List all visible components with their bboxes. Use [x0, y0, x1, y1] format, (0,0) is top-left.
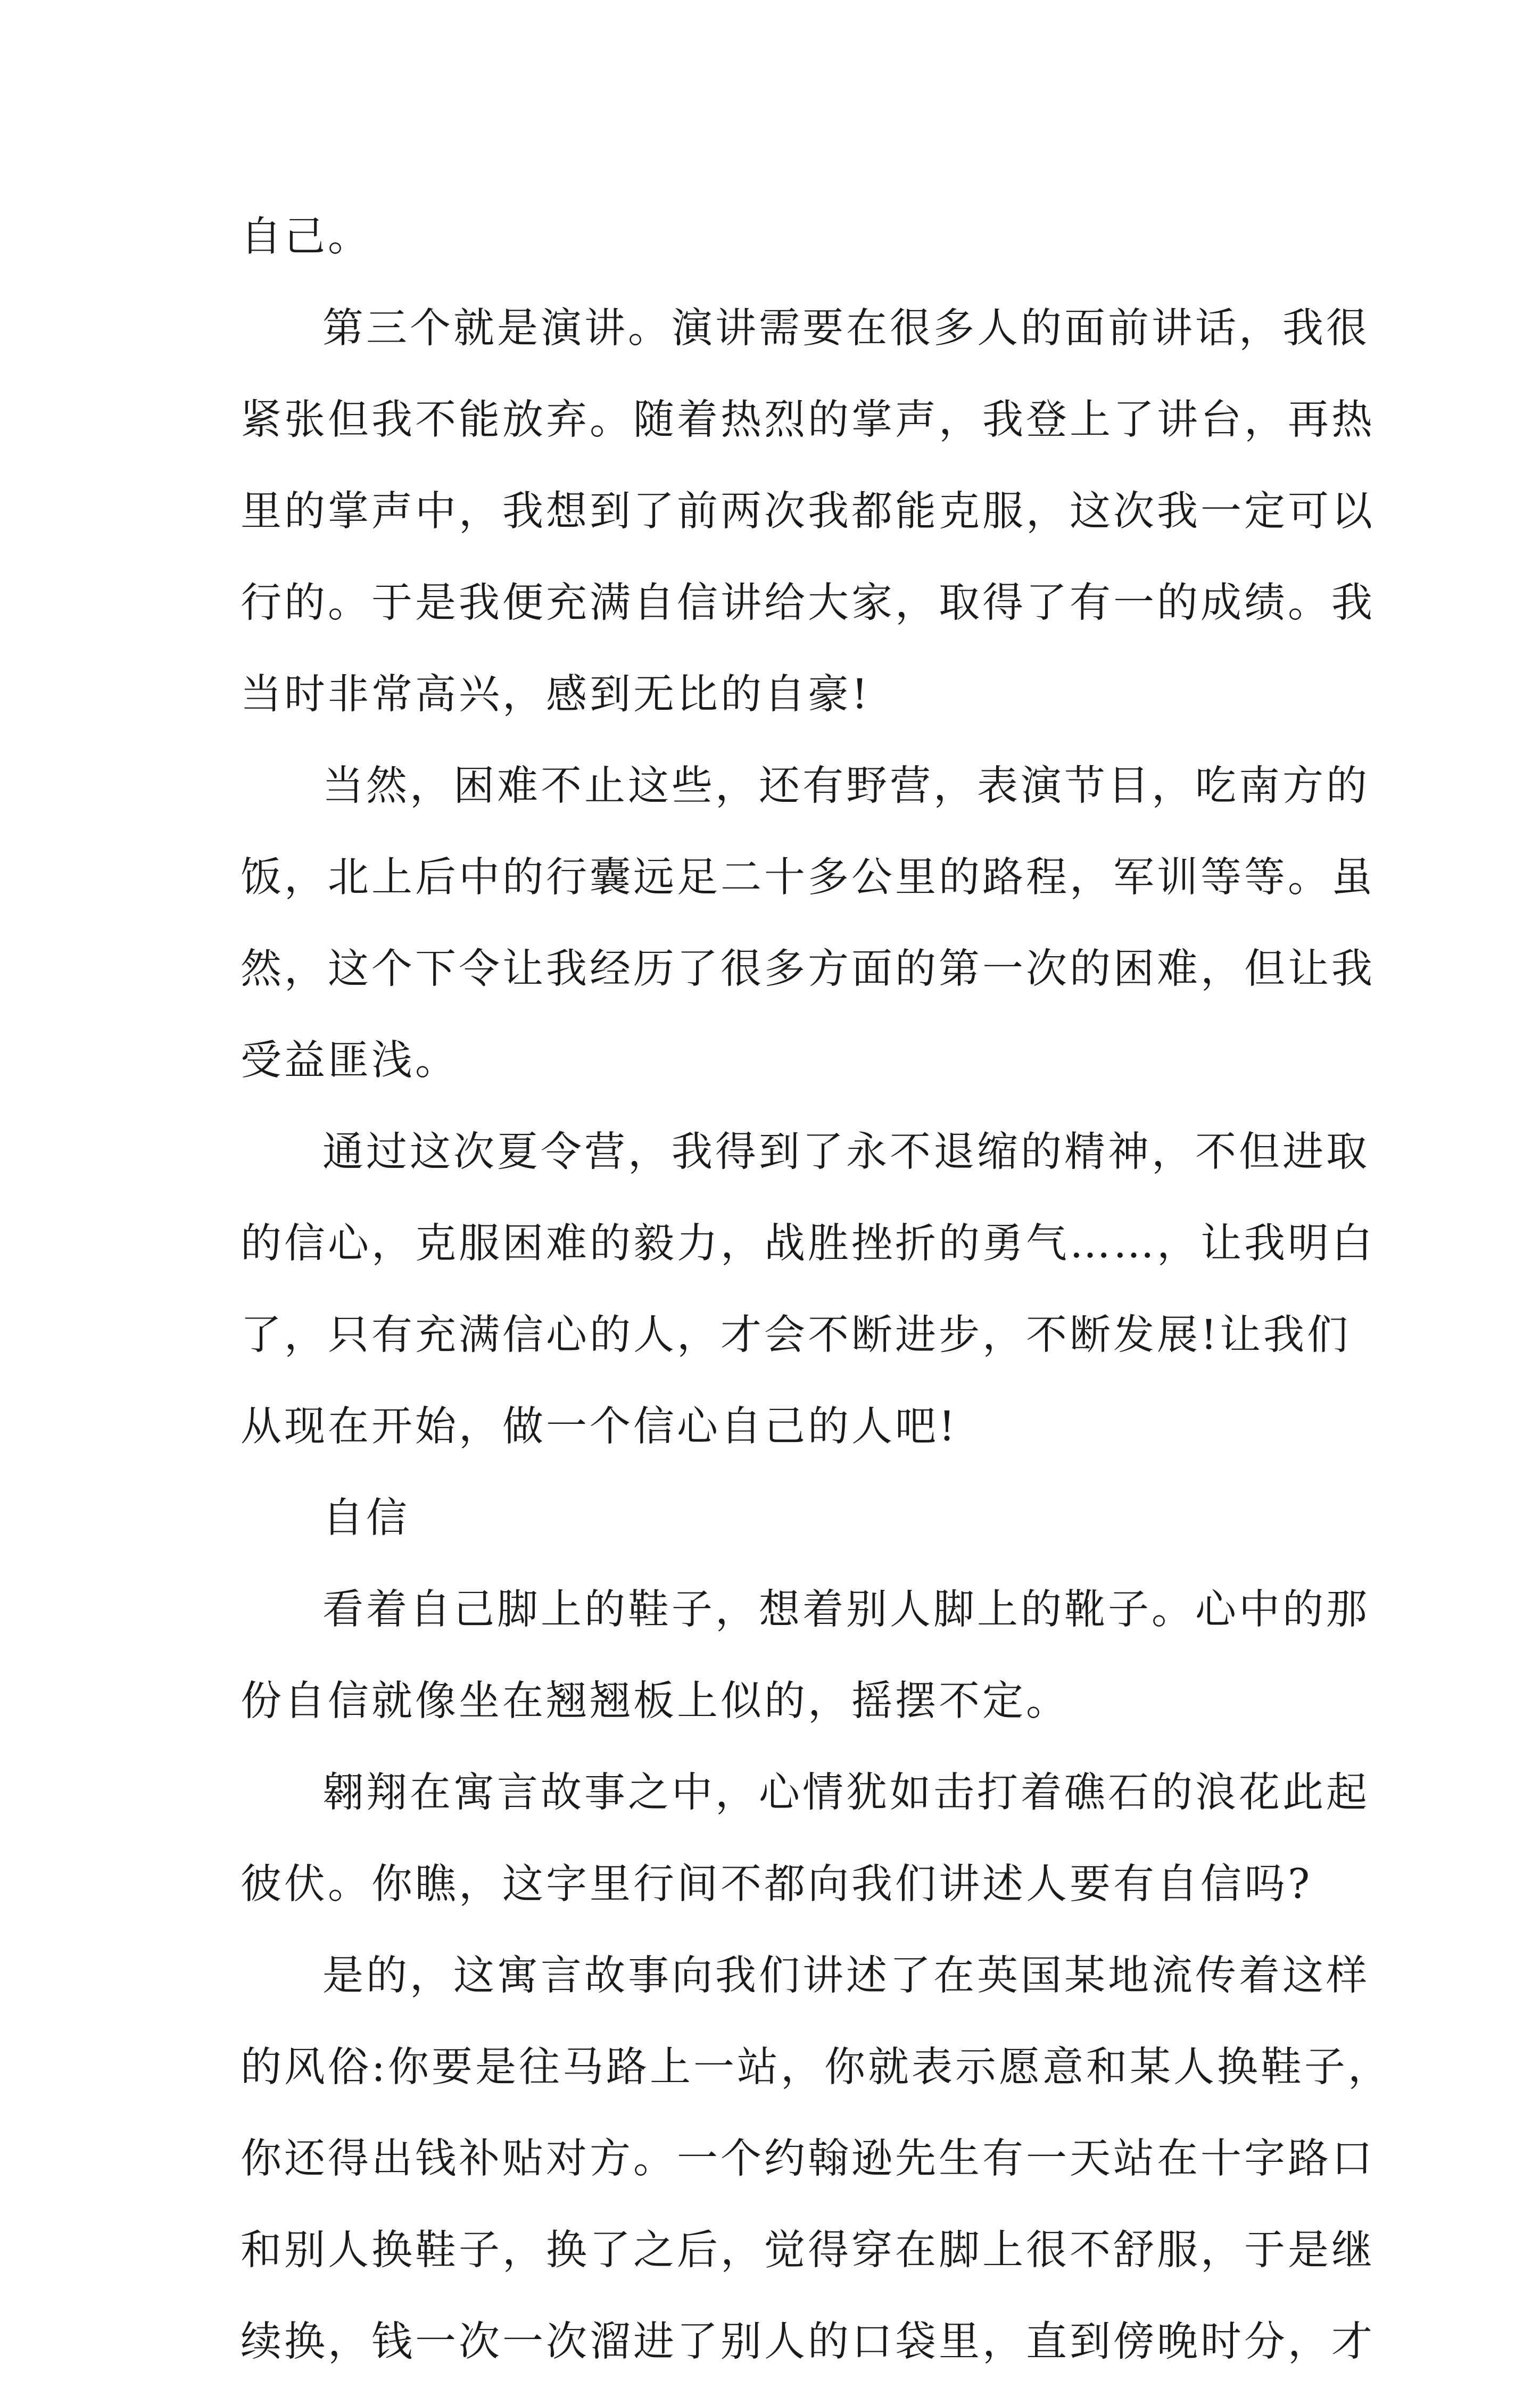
text-line: 续换，钱一次一次溜进了别人的口袋里，直到傍晚时分，才 [241, 2318, 1375, 2366]
text-line: 是的，这寓言故事向我们讲述了在英国某地流传着这样 [322, 1952, 1370, 2000]
text-line: 第三个就是演讲。演讲需要在很多人的面前讲话，我很 [322, 305, 1370, 352]
text-line: 受益匪浅。 [241, 1037, 459, 1084]
text-line: 当然，困难不止这些，还有野营，表演节目，吃南方的 [322, 762, 1370, 810]
text-line: 翱翔在寓言故事之中，心情犹如击打着礁石的浪花此起 [322, 1769, 1370, 1817]
text-line: 饭，北上后中的行囊远足二十多公里的路程，军训等等。虽 [241, 854, 1375, 901]
text-line: 和别人换鞋子，换了之后，觉得穿在脚上很不舒服，于是继 [241, 2227, 1375, 2274]
text-line: 行的。于是我便充满自信讲给大家，取得了有一的成绩。我 [241, 579, 1375, 627]
text-line: 看着自己脚上的鞋子，想着别人脚上的靴子。心中的那 [322, 1586, 1370, 1634]
text-line: 彼伏。你瞧，这字里行间不都向我们讲述人要有自信吗? [241, 1861, 1313, 1908]
text-line: 当时非常高兴，感到无比的自豪! [241, 671, 871, 718]
text-line: 从现在开始，做一个信心自己的人吧! [241, 1403, 958, 1450]
text-line: 紧张但我不能放弃。随着热烈的掌声，我登上了讲台，再热 [241, 396, 1375, 444]
body-text [241, 192, 1392, 2388]
text-line: 的风俗:你要是往马路上一站，你就表示愿意和某人换鞋子， [241, 2044, 1392, 2091]
text-line: 然，这个下令让我经历了很多方面的第一次的困难，但让我 [241, 946, 1375, 993]
text-line: 份自信就像坐在翘翘板上似的，摇摆不定。 [241, 1678, 1070, 1725]
text-line: 通过这次夏令营，我得到了永不退缩的精神，不但进取 [322, 1129, 1370, 1176]
text-line: 里的掌声中，我想到了前两次我都能克服，这次我一定可以 [241, 488, 1375, 535]
text-line: 自信 [322, 1495, 410, 1542]
text-line: 的信心，克服困难的毅力，战胜挫折的勇气……，让我明白 [241, 1220, 1375, 1267]
text-line: 你还得出钱补贴对方。一个约翰逊先生有一天站在十字路口 [241, 2135, 1375, 2183]
text-line: 了，只有充满信心的人，才会不断进步，不断发展!让我们 [241, 1312, 1351, 1359]
text-line: 自己。 [241, 213, 371, 261]
